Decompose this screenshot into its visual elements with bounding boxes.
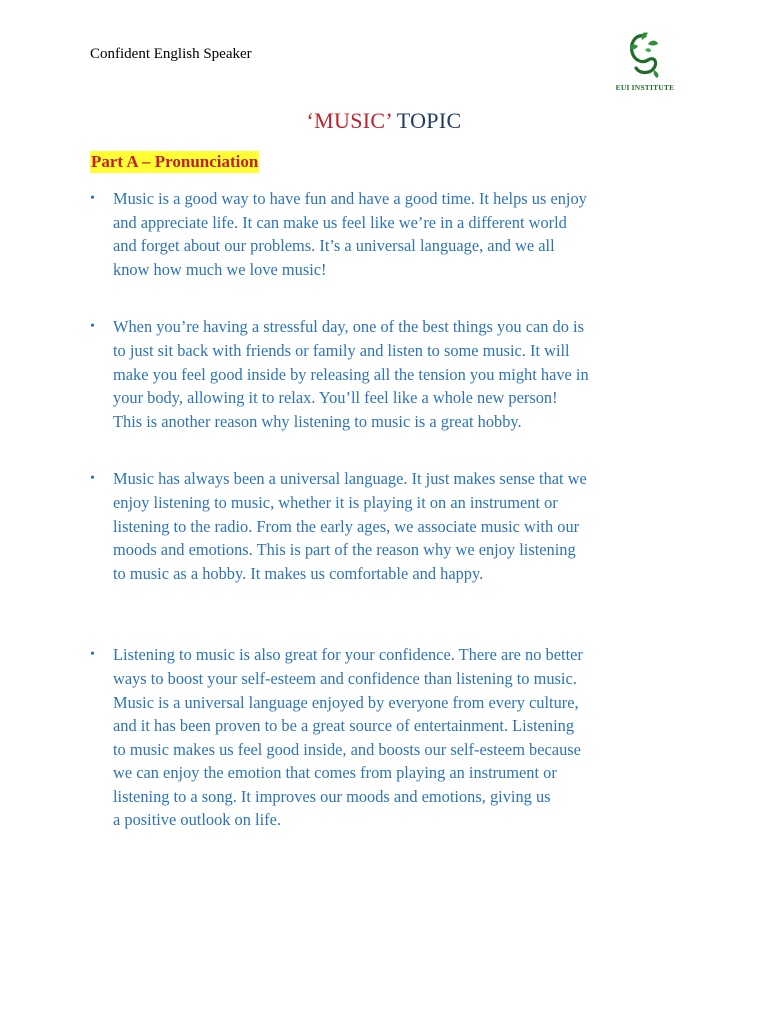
bullet-marker: •	[90, 471, 95, 487]
bullet-line: moods and emotions. This is part of the reason why we enjoy listening	[113, 540, 576, 560]
section-heading: Part A – Pronunciation	[91, 152, 259, 171]
bullet-marker: •	[90, 647, 95, 663]
bullet-line: listening to the radio. From the early ages, we associate music with our	[113, 516, 580, 536]
title-music: ‘MUSIC’	[306, 108, 392, 133]
bullet-line: and it has been proven to be a great source of entertainment. Listening	[113, 716, 575, 736]
bullet-marker: •	[90, 191, 95, 206]
bullet-line: Music is a universal language enjoyed by everyone from every culture,	[113, 692, 579, 712]
bullet-line: to music as a hobby. It makes us comfortable and happy.	[113, 563, 484, 583]
bullet-line: ways to boost your self-esteem and confidence than listening to music.	[113, 668, 577, 688]
bullet-line: enjoy listening to music, whether it is playing it on an instrument or	[113, 492, 558, 512]
bullet-marker: •	[90, 319, 95, 335]
bullet-paragraph-4	[90, 643, 690, 832]
bullet-line: know how much we love music!	[113, 259, 327, 279]
logo-caption: EUI INSTITUTE	[615, 83, 675, 92]
bullet-line: Music has always been a universal language. It just makes sense that we	[113, 469, 587, 489]
bullet-line: to just sit back with friends or family and listen to some music. It will	[113, 340, 570, 360]
document-header-title: Confident English Speaker	[90, 46, 252, 62]
bullet-line: and appreciate life. It can make us feel like we’re in a different world	[113, 212, 567, 232]
bullet-line: a positive outlook on life.	[113, 810, 281, 830]
title-topic: TOPIC	[396, 108, 462, 133]
bullet-line: to music makes us feel good inside, and boosts our self-esteem because	[113, 739, 581, 759]
bullet-list	[90, 187, 690, 832]
bullet-paragraph-1	[90, 187, 690, 281]
bullet-line: listening to a song. It improves our moods and emotions, giving us	[113, 786, 551, 806]
bullet-line: make you feel good inside by releasing all the tension you might have in	[113, 364, 589, 384]
bullet-line: When you’re having a stressful day, one of the best things you can do is	[113, 317, 584, 337]
bullet-line: and forget about our problems. It’s a universal language, and we all	[113, 236, 555, 256]
eui-leaf-logo-icon	[624, 30, 666, 82]
bullet-line: Music is a good way to have fun and have a good time. It helps us enjoy	[113, 189, 587, 208]
bullet-line: Listening to music is also great for your confidence. There are no better	[113, 645, 583, 665]
institute-logo	[604, 30, 686, 100]
page-title	[0, 108, 768, 134]
bullet-paragraph-2	[90, 315, 690, 433]
bullet-line: This is another reason why listening to music is a great hobby.	[113, 411, 522, 431]
bullet-paragraph-3	[90, 467, 690, 585]
bullet-line: your body, allowing it to relax. You’ll feel like a whole new person!	[113, 388, 558, 408]
bullet-line: we can enjoy the emotion that comes from playing an instrument or	[113, 763, 557, 783]
